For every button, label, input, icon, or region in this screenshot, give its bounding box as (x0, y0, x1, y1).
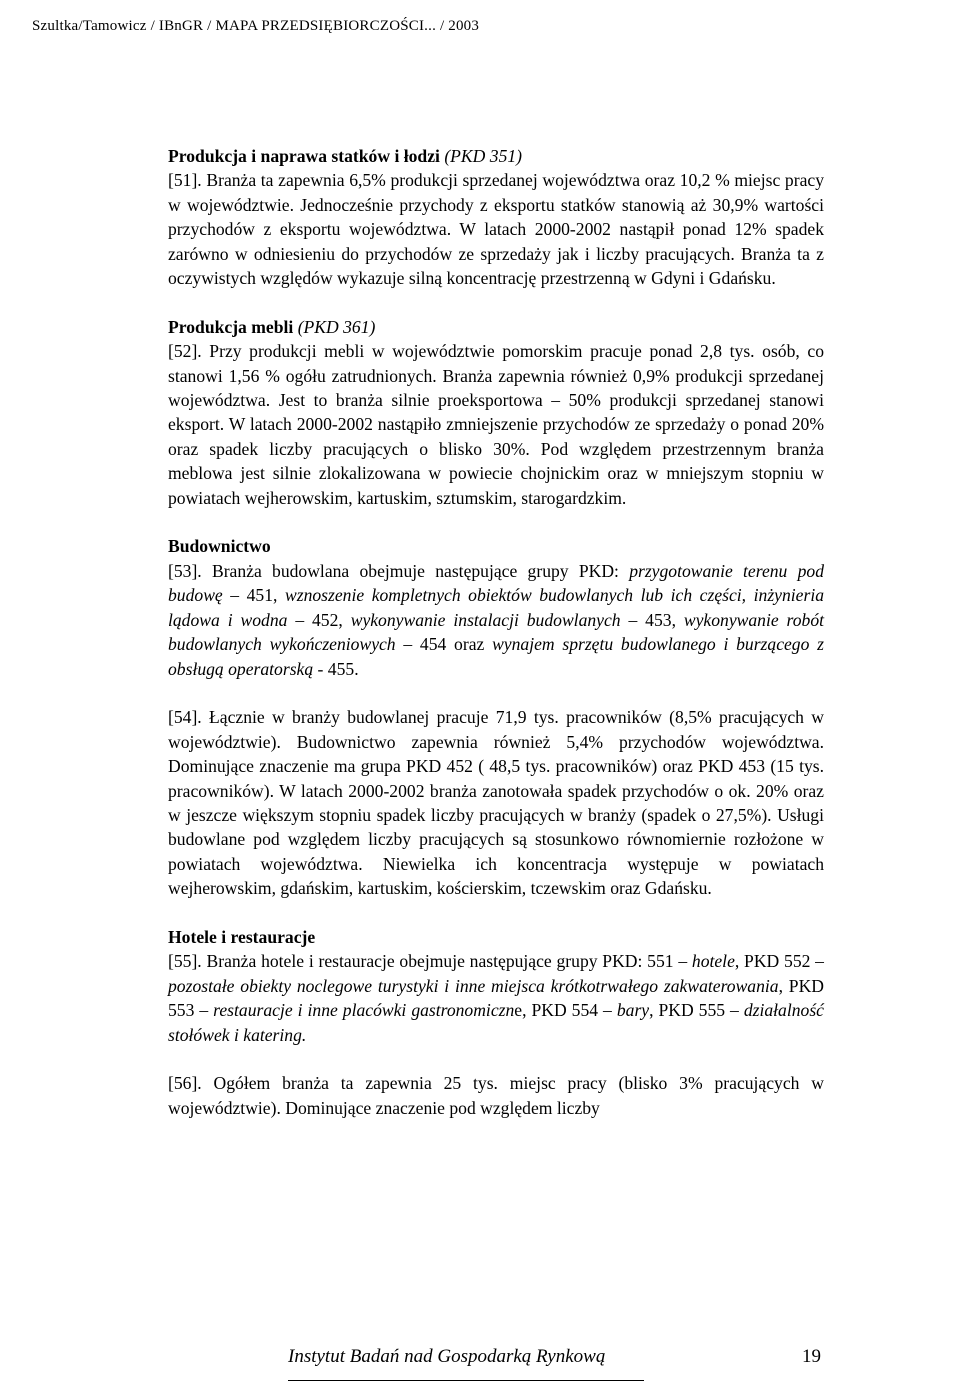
p53-group-453: wykonywanie instalacji budowlanych (350, 609, 621, 630)
page-number: 19 (802, 1346, 821, 1367)
footer-underline (288, 1380, 644, 1381)
p53-text: - 455. (313, 658, 359, 679)
paragraph-55 (168, 949, 824, 1047)
section-furniture (168, 315, 824, 510)
page-body (168, 144, 824, 1145)
p55-group-555: działalność stołówek i katering. (168, 1000, 824, 1045)
paragraph-51: [51]. Branża ta zapewnia 6,5% produkcji sprzedanej województwa oraz 10,2 % miejsc pracy w województwie. Jednocześnie przychody z eksportu statków stanowią aż 30,9% wartości przychodów z eksportu województwa. W latach 2000-2002 nastąpił ponad 12% spadek zarówno w odniesieniu do przychodów ze sprzedaży jak i liczby pracujących. Branża ta z oczywistych względów wykazuje silną koncentrację przestrzenną w Gdyni i Gdańsku. (168, 170, 824, 289)
p53-group-452: wznoszenie kompletnych obiektów budowlanych lub ich części, inżynieria lądowa i wodna (168, 585, 824, 630)
section-heading: Hotele i restauracje (168, 926, 316, 947)
paragraph-56: [56]. Ogółem branża ta zapewnia 25 tys. miejsc pracy (blisko 3% pracujących w województwie). Dominujące znaczenie pod względem liczby (168, 1073, 824, 1118)
section-heading: Budownictwo (168, 536, 271, 557)
heading-title: Produkcja mebli (168, 316, 294, 337)
pkd-code: (PKD 361) (297, 316, 376, 337)
p53-text: – 451, (222, 585, 285, 606)
p55-group-553: restauracje i inne placówki gastronomiczn (213, 1000, 515, 1021)
p55-text: , PKD 552 – (734, 951, 824, 972)
p55-text: e, PKD 554 – (514, 1000, 617, 1021)
paragraph-53 (168, 559, 824, 681)
section-heading (168, 144, 824, 168)
heading-title: Produkcja i naprawa statków i łodzi (168, 146, 440, 166)
footer-institute: Instytut Badań nad Gospodarką Rynkową (288, 1346, 606, 1367)
p53-text: – 452, (287, 609, 351, 630)
p53-group-451: przygotowanie terenu pod budowę (168, 560, 824, 606)
p55-group-552: pozostałe obiekty noclegowe turystyki i inne miejsca krótkotrwałego zakwaterowania (168, 975, 779, 996)
p53-group-454: wykonywanie robót budowlanych wykończeniowych (168, 609, 825, 655)
p55-text: , PKD 555 – (649, 1000, 744, 1021)
p55-text: [55]. Branża hotele i restauracje obejmuje następujące grupy PKD: 551 – (168, 951, 692, 972)
p55-group-554: bary (616, 1000, 650, 1021)
p53-group-455: wynajem sprzętu budowlanego i burzącego z obsługą operatorską (168, 634, 824, 679)
p53-text: [53]. Branża budowlana obejmuje następujące grupy PKD: (168, 560, 630, 581)
section-heading (168, 315, 824, 339)
p53-text: – 453, (620, 609, 684, 630)
section-ships (168, 144, 824, 290)
p53-text: – 454 oraz (395, 634, 493, 655)
paragraph-52: [52]. Przy produkcji mebli w województwie pomorskim pracuje ponad 2,8 tys. osób, co stanowi 1,56 % ogółu zatrudnionych. Branża zapewnia również 0,9% produkcji sprzedanej województwa. Jest to branża silnie proeksportowa – 50% produkcji sprzedanej stanowi eksport. W latach 2000-2002 nastąpiło zmniejszenie przychodów ze sprzedaży o ponad 20% oraz spadek liczby pracujących o blisko 30%. Pod względem przestrzennym branża meblowa jest silnie zlokalizowana w powiecie chojnickim oraz w mniejszym stopniu w powiatach wejherowskim, kartuskim, sztumskim, starogardzkim. (168, 341, 824, 508)
section-construction (168, 534, 824, 680)
p55-text: , PKD 553 – (168, 975, 824, 1021)
pkd-code: (PKD 351) (444, 146, 523, 166)
running-header: Szultka/Tamowicz / IBnGR / MAPA PRZEDSIĘBIORCZOŚCI... / 2003 (32, 18, 480, 34)
paragraph-54: [54]. Łącznie w branży budowlanej pracuje 71,9 tys. pracowników (8,5% pracujących w województwie). Budownictwo zapewnia również 5,4% przychodów województwa. Dominujące znaczenie ma grupa PKD 452 ( 48,5 tys. pracowników) oraz PKD 453 (15 tys. pracowników). W latach 2000-2002 branża zanotowała spadek przychodów o ok. 20% oraz w jeszcze większym stopniu spadek liczby pracujących w branży (spadek o 27,5%). Usługi budowlane pod względem liczby pracujących są stosunkowo równomiernie rozłożone w powiatach województwa. Niewielka ich koncentracja występuje w powiatach wejherowskim, gdańskim, kartuskim, kościerskim, tczewskim oraz Gdańsku. (168, 707, 824, 899)
section-hotels (168, 925, 824, 1047)
p55-group-551: hotele (691, 951, 735, 972)
